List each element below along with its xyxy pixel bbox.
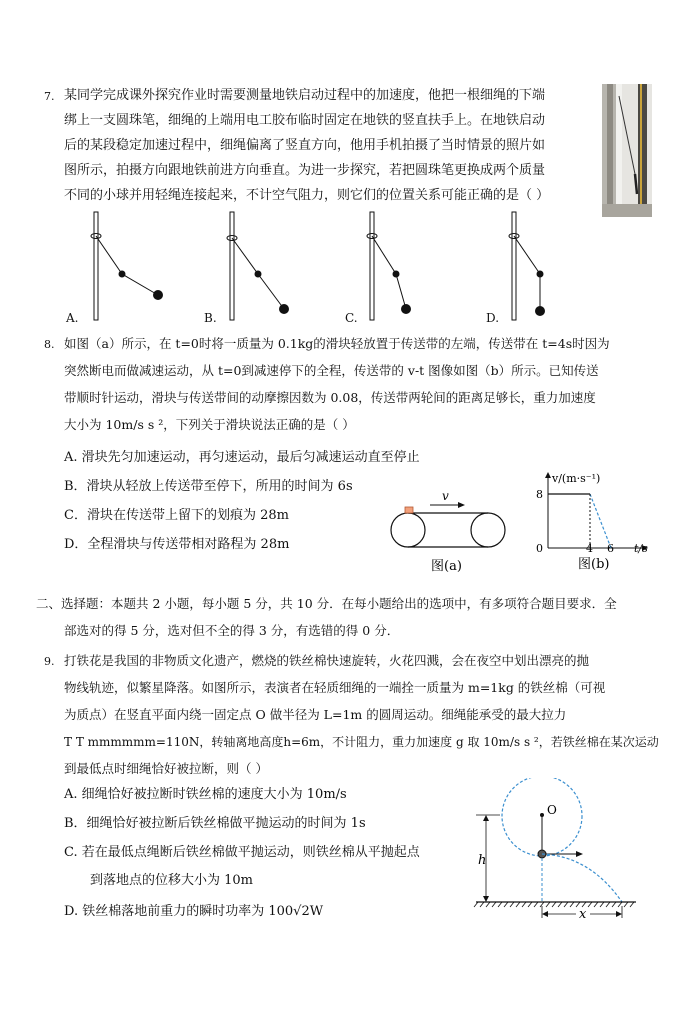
q8-fig-b [530, 470, 658, 576]
q7-line-4: 图所示，拍摄方向跟地铁前进方向垂直。为进一步探究，若把圆珠笔更换成两个质量 [64, 163, 546, 178]
q7-fig-b [227, 212, 289, 320]
q8-number: 8. [44, 338, 55, 351]
q7-photo [602, 84, 652, 217]
q8-option-d: D．全程滑块与传送带相对路程为 28m [64, 537, 290, 552]
q8-fig-b-caption: 图(b) [578, 557, 610, 572]
q7-line-3: 后的某段稳定加速过程中，细绳偏离了竖直方向，他用手机拍摄了当时情景的照片如 [64, 138, 546, 153]
q8-option-b: B．滑块从轻放上传送带至停下，所用的时间为 6s [64, 479, 353, 494]
q8-option-a: A. 滑块先匀加速运动，再匀速运动，最后匀减速运动直至停止 [64, 450, 420, 465]
q8-line-1: 如图（a）所示，在 t=0时将一质量为 0.1kg的滑块轻放置于传送带的左端，传送带在 t=4s时因为 [64, 336, 610, 351]
q8-option-c: C．滑块在传送带上留下的划痕为 28m [64, 508, 289, 523]
q8-fig-b-x-tick-4: 4 [586, 542, 593, 555]
q9-fig-h-label: h [478, 853, 487, 868]
q7-option-a: A. [66, 311, 79, 325]
q9-line-5: 到最低点时细绳恰好被拉断，则（ ） [64, 761, 268, 776]
q8-line-3: 带顺时针运动，滑块与传送带间的动摩擦因数为 0.08，传送带两轮间的距离足够长，重力加速度 [64, 390, 596, 405]
q8-fig-a-caption: 图(a) [431, 559, 462, 574]
q9-option-b: B．细绳恰好被拉断后铁丝棉做平抛运动的时间为 1s [64, 816, 366, 831]
q8-fig-b-origin: 0 [536, 542, 543, 555]
q7-option-d: D. [486, 311, 500, 325]
q9-line-3: 为质点）在竖直平面内绕一固定点 O 做半径为 L=1m 的圆周运动。细绳能承受的最大拉力 [64, 707, 567, 722]
q8-fig-a [386, 488, 516, 576]
q7-number: 7. [44, 90, 55, 103]
q8-fig-b-x-tick-6: 6 [607, 542, 614, 555]
q7-line-2: 绑上一支圆珠笔，细绳的上端用电工胶布临时固定在地铁的竖直扶手上。在地铁启动 [64, 113, 546, 128]
section-2-line-1: 二、选择题：本题共 2 小题，每小题 5 分，共 10 分．在每小题给出的选项中，有多项符合题目要求．全 [36, 596, 617, 611]
q9-fig-x-label: x [579, 907, 587, 922]
q7-line-1: 某同学完成课外探究作业时需要测量地铁启动过程中的加速度，他把一根细绳的下端 [64, 88, 546, 103]
q8-line-4: 大小为 10m/s s ²，下列关于滑块说法正确的是（ ） [64, 417, 355, 432]
q8-fig-b-y-label: v/(m·s⁻¹) [552, 472, 601, 485]
q9-option-a: A. 细绳恰好被拉断时铁丝棉的速度大小为 10m/s [64, 787, 347, 802]
q9-line-1: 打铁花是我国的非物质文化遗产，燃烧的铁丝棉快速旋转，火花四溅，会在夜空中划出漂亮的抛 [64, 653, 590, 668]
q9-line-4: T T mmmmmm=110N，转轴离地高度h=6m，不计阻力，重力加速度 g 取 10m/s s ²，若铁丝棉在某次运动 [64, 735, 659, 749]
q7-option-b: B. [204, 311, 217, 325]
q7-fig-a [91, 212, 163, 320]
q9-fig [470, 778, 642, 924]
q8-fig-a-v-label: v [442, 489, 449, 503]
q7-option-figures [60, 208, 560, 326]
q7-fig-c [367, 212, 411, 320]
q9-option-c-line-2: 到落地点的位移大小为 10m [90, 873, 254, 888]
q8-fig-b-x-label: t/s [634, 542, 648, 555]
q9-fig-o-label: O [547, 803, 557, 817]
q9-line-2: 物线轨迹，似繁星降落。如图所示，表演者在轻质细绳的一端拴一质量为 m=1kg 的铁丝棉（可视 [64, 680, 606, 695]
q9-option-d: D. 铁丝棉落地前重力的瞬时功率为 100√2W [64, 904, 324, 919]
q9-number: 9. [44, 655, 55, 668]
q7-line-5: 不同的小球并用轻绳连接起来，不计空气阻力，则它们的位置关系可能正确的是（ ） [64, 188, 550, 203]
q7-fig-d [509, 212, 545, 320]
q8-fig-b-y-tick-8: 8 [536, 488, 543, 501]
q8-line-2: 突然断电而做减速运动，从 t=0到减速停下的全程，传送带的 v-t 图像如图（b）所示。已知传送 [64, 363, 599, 378]
q7-option-c: C. [345, 311, 358, 325]
q9-option-c-line-1: C. 若在最低点绳断后铁丝棉做平抛运动，则铁丝棉从平抛起点 [64, 845, 420, 860]
section-2-line-2: 部选对的得 5 分，选对但不全的得 3 分，有选错的得 0 分． [64, 623, 400, 638]
